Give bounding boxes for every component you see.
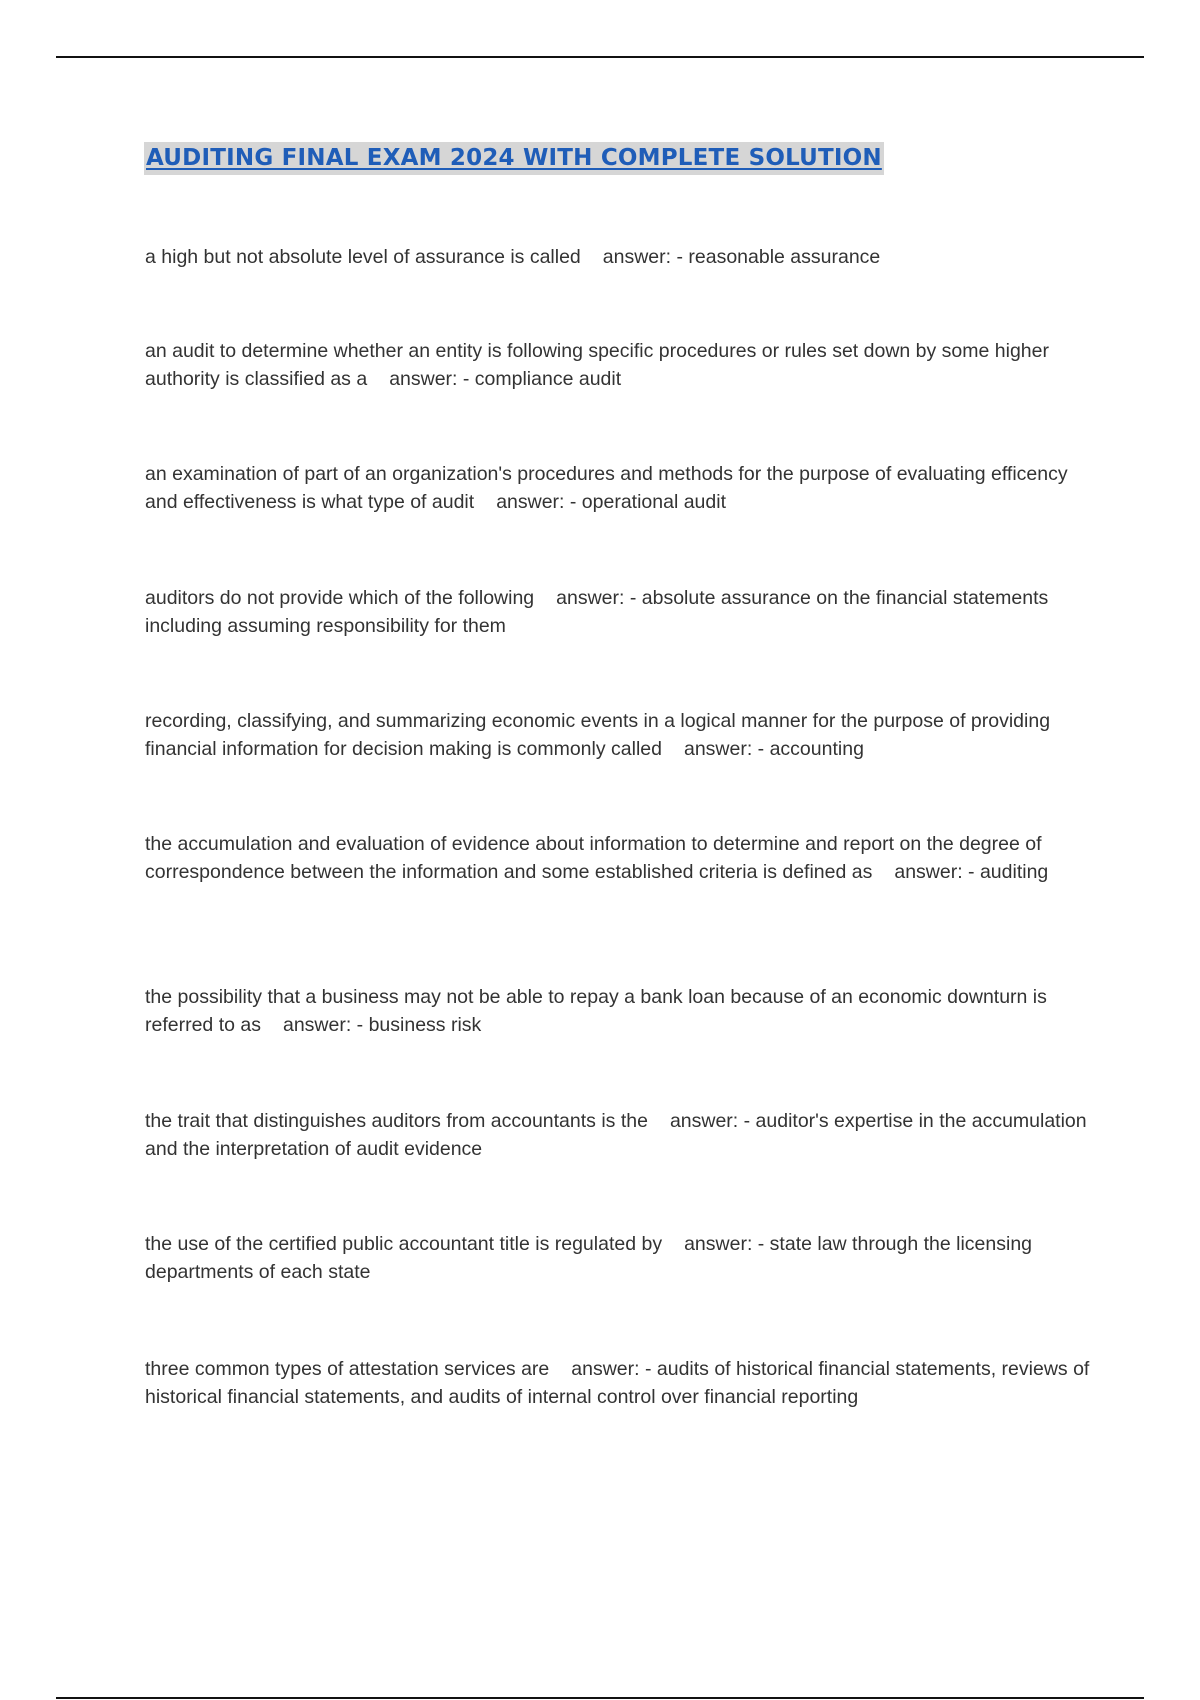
bottom-rule (56, 1697, 1144, 1699)
title-block (144, 142, 884, 175)
answer-text: answer: - audits of historical financial statements, reviews of historical financial statements, and audits of internal control over financial reporting (145, 1358, 1090, 1408)
answer-text: answer: - auditing (894, 861, 1049, 883)
qa-item (145, 1230, 1095, 1286)
question-text: a high but not absolute level of assurance is called (145, 246, 581, 268)
qa-item (145, 337, 1095, 393)
answer-text: answer: - reasonable assurance (602, 246, 881, 268)
question-text: the possibility that a business may not be able to repay a bank loan because of an economic downturn is referred to as (145, 986, 1047, 1036)
answer-text: answer: - accounting (683, 738, 864, 760)
qa-item (145, 243, 1095, 271)
question-text: recording, classifying, and summarizing economic events in a logical manner for the purpose of providing financial information for decision making is commonly called (145, 710, 1051, 760)
answer-text: answer: - business risk (282, 1014, 482, 1036)
answer-text: answer: - absolute assurance on the financial statements including assuming responsibility for them (145, 587, 1049, 637)
qa-item (145, 1355, 1095, 1411)
question-text: three common types of attestation services are (145, 1358, 550, 1380)
question-text: an examination of part of an organization's procedures and methods for the purpose of evaluating efficency and effectiveness is what type of audit (145, 463, 1068, 513)
answer-text: answer: - auditor's expertise in the accumulation and the interpretation of audit evidence (145, 1110, 1087, 1160)
document-title: AUDITING FINAL EXAM 2024 WITH COMPLETE SOLUTION (144, 142, 884, 175)
question-text: the accumulation and evaluation of evidence about information to determine and report on the degree of correspondence between the information and some established criteria is defined as (145, 833, 1042, 883)
answer-text: answer: - state law through the licensing departments of each state (145, 1233, 1033, 1283)
question-text: the use of the certified public accountant title is regulated by (145, 1233, 663, 1255)
question-text: auditors do not provide which of the following (145, 587, 535, 609)
top-rule (56, 56, 1144, 58)
qa-item (145, 707, 1095, 763)
question-text: an audit to determine whether an entity is following specific procedures or rules set down by some higher authority is classified as a (145, 340, 1049, 390)
qa-item (145, 830, 1095, 886)
qa-item (145, 460, 1095, 516)
qa-item (145, 1107, 1095, 1163)
answer-text: answer: - compliance audit (389, 368, 622, 390)
qa-item (145, 983, 1095, 1039)
qa-item (145, 584, 1095, 640)
question-text: the trait that distinguishes auditors from accountants is the (145, 1110, 648, 1132)
answer-text: answer: - operational audit (496, 491, 726, 513)
